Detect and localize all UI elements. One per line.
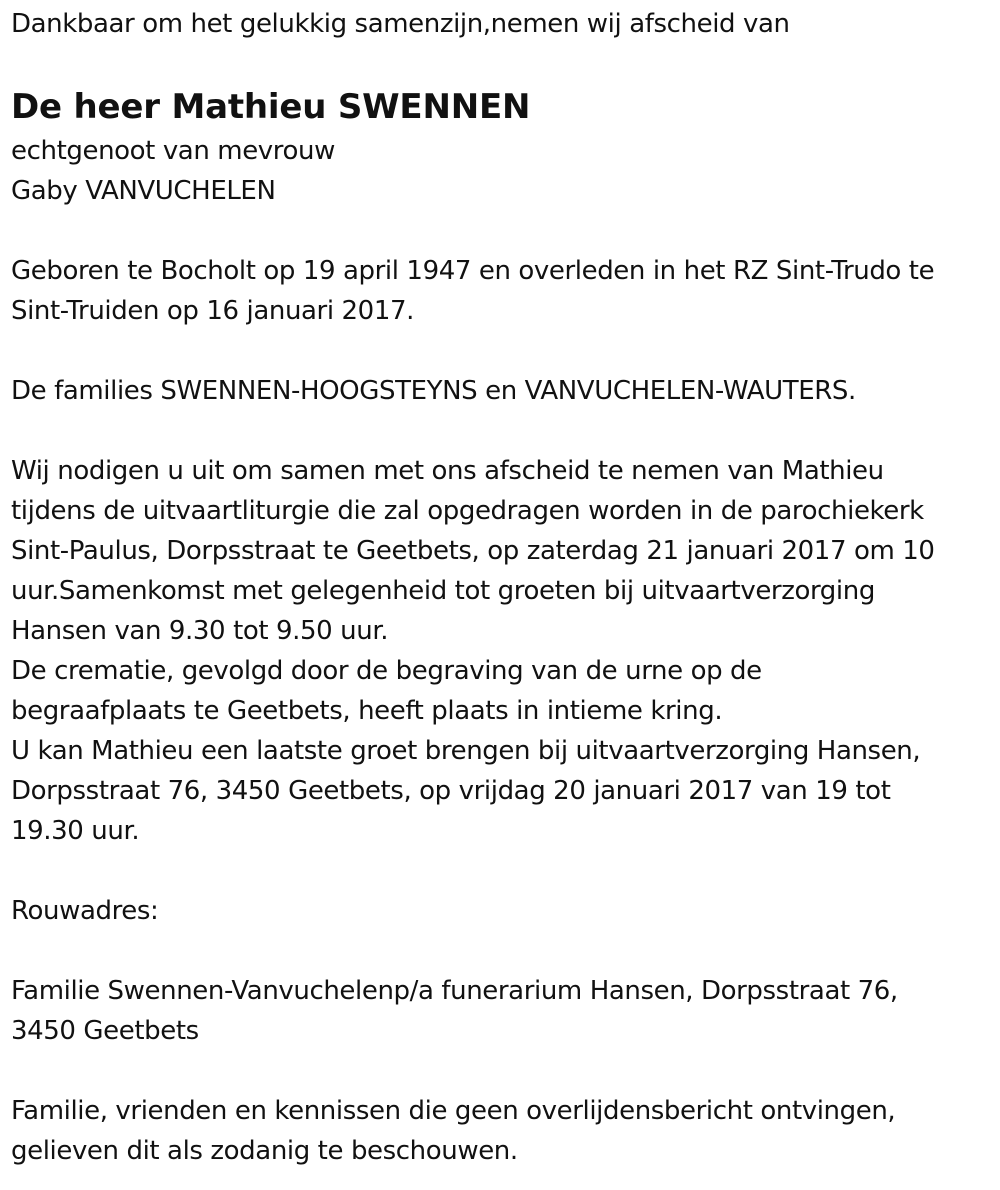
rouwadres-line: Familie Swennen-Vanvuchelenp/a funerarium Hansen, Dorpsstraat 76, (11, 976, 898, 1006)
intro-text: Dankbaar om het gelukkig samenzijn,nemen wij afscheid van (11, 9, 790, 39)
ceremony-line: Sint-Paulus, Dorpsstraat te Geetbets, op zaterdag 21 januari 2017 om 10 (11, 536, 935, 566)
closing-line: Familie, vrienden en kennissen die geen overlijdensbericht ontvingen, (11, 1096, 896, 1126)
ceremony-line: Hansen van 9.30 tot 9.50 uur. (11, 616, 389, 646)
ceremony-line: De crematie, gevolgd door de begraving van de urne op de (11, 656, 762, 686)
rouwadres-line: 3450 Geetbets (11, 1016, 199, 1046)
birth-death-line: Geboren te Bocholt op 19 april 1947 en overleden in het RZ Sint-Trudo te (11, 256, 935, 286)
spacer (11, 411, 991, 451)
ceremony-line: 19.30 uur. (11, 816, 140, 846)
ceremony-line: Wij nodigen u uit om samen met ons afscheid te nemen van Mathieu (11, 456, 884, 486)
closing-line: gelieven dit als zodanig te beschouwen. (11, 1136, 518, 1166)
spacer (11, 1051, 991, 1091)
deceased-name: De heer Mathieu SWENNEN (11, 87, 531, 127)
ceremony-line: tijdens de uitvaartliturgie die zal opgedragen worden in de parochiekerk (11, 496, 924, 526)
families-line: De families SWENNEN-HOOGSTEYNS en VANVUCHELEN-WAUTERS. (11, 376, 856, 406)
ceremony-line: begraafplaats te Geetbets, heeft plaats in intieme kring. (11, 696, 723, 726)
ceremony-line: uur.Samenkomst met gelegenheid tot groeten bij uitvaartverzorging (11, 576, 875, 606)
rouwadres-label: Rouwadres: (11, 896, 159, 926)
obituary-notice (11, 0, 991, 1171)
spacer (11, 331, 991, 371)
birth-death-line: Sint-Truiden op 16 januari 2017. (11, 296, 414, 326)
spacer (11, 211, 991, 251)
ceremony-line: Dorpsstraat 76, 3450 Geetbets, op vrijdag 20 januari 2017 van 19 tot (11, 776, 891, 806)
spacer (11, 851, 991, 891)
spacer (11, 931, 991, 971)
ceremony-line: U kan Mathieu een laatste groet brengen bij uitvaartverzorging Hansen, (11, 736, 921, 766)
spouse-relation: echtgenoot van mevrouw (11, 136, 335, 166)
spouse-name: Gaby VANVUCHELEN (11, 176, 276, 206)
